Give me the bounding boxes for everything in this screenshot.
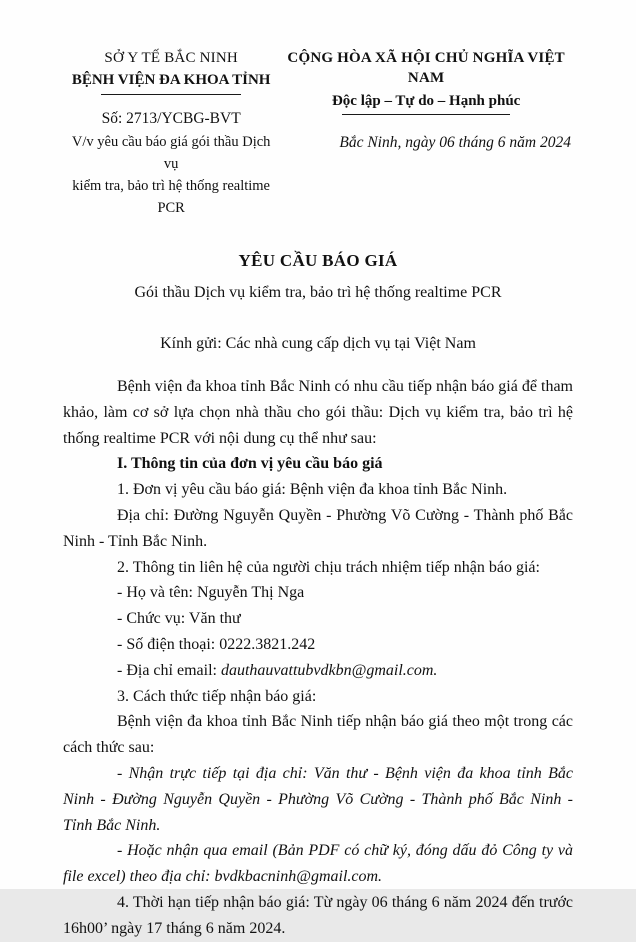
document-title: YÊU CẦU BÁO GIÁ [238, 251, 398, 270]
motto-underline [342, 114, 510, 115]
item-3-reception-method: 3. Cách thức tiếp nhận báo giá: [117, 687, 317, 705]
contact-name-line: - Họ và tên: Nguyễn Thị Nga [117, 584, 305, 602]
item-2-contact-info: 2. Thông tin liên hệ của người chịu trách nhiệm tiếp nhận báo giá: [117, 558, 540, 576]
section-1-heading: I. Thông tin của đơn vị yêu cầu báo giá [117, 455, 383, 473]
item-4-deadline: 4. Thời hạn tiếp nhận báo giá: Từ ngày 06 tháng 6 năm 2024 đến trước 16h00’ ngày 17 tháng 6 năm 2024. [63, 893, 573, 937]
document-header [63, 48, 573, 219]
intro-paragraph: Bệnh viện đa khoa tỉnh Bắc Ninh có nhu cầu tiếp nhận báo giá để tham khảo, làm cơ sở lựa chọn nhà thầu cho gói thầu: Dịch vụ kiểm tra, bảo trì hệ thống realtime PCR với nội dung cụ thể như sau: [63, 378, 573, 447]
email-address: dauthauvattubvdkbn@gmail.com. [220, 661, 438, 679]
issuing-org-block [63, 48, 279, 219]
subject-line-1: V/v yêu cầu báo giá gói thầu Dịch vụ [71, 134, 271, 172]
method-direct-delivery: - Nhận trực tiếp tại địa chỉ: Văn thư - Bệnh viện đa khoa tỉnh Bắc Ninh - Đường Nguyễn Quyền - Phường Võ Cường - Thành phố Bắc Ninh - Tỉnh Bắc Ninh. [63, 764, 573, 834]
org-name: BỆNH VIỆN ĐA KHOA TỈNH [71, 72, 271, 88]
item-1-requesting-unit: 1. Đơn vị yêu cầu báo giá: Bệnh viện đa khoa tỉnh Bắc Ninh. [117, 481, 508, 499]
item-3-intro: Bệnh viện đa khoa tỉnh Bắc Ninh tiếp nhận báo giá theo một trong các cách thức sau: [63, 713, 573, 757]
document-subtitle: Gói thầu Dịch vụ kiểm tra, bảo trì hệ thống realtime PCR [134, 284, 502, 301]
place-and-date: Bắc Ninh, ngày 06 tháng 6 năm 2024 [339, 134, 571, 151]
method-email-delivery: - Hoặc nhận qua email (Bản PDF có chữ ký, đóng dấu đỏ Công ty và file excel) theo địa chỉ: bvdkbacninh@gmail.com. [63, 842, 573, 886]
contact-title-line: - Chức vụ: Văn thư [117, 610, 241, 628]
document-number: Số: 2713/YCBG-BVT [101, 110, 241, 127]
org-parent-name: SỞ Y TẾ BẮC NINH [104, 50, 238, 66]
contact-email-line [63, 658, 573, 684]
contact-phone-line: - Số điện thoại: 0222.3821.242 [117, 635, 316, 653]
national-motto: Độc lập – Tự do – Hạnh phúc [331, 93, 521, 109]
email-label: - Địa chỉ email: [117, 661, 221, 679]
document-subject [63, 131, 279, 219]
address-line: Địa chỉ: Đường Nguyễn Quyền - Phường Võ Cường - Thành phố Bắc Ninh - Tỉnh Bắc Ninh. [63, 506, 573, 550]
document-body [63, 374, 573, 942]
national-motto-block [279, 48, 573, 152]
org-underline [101, 94, 241, 95]
subject-line-2: kiểm tra, bảo trì hệ thống realtime PCR [72, 178, 270, 216]
salutation-line: Kính gửi: Các nhà cung cấp dịch vụ tại Việt Nam [160, 335, 476, 352]
national-title: CỘNG HÒA XÃ HỘI CHỦ NGHĨA VIỆT NAM [287, 50, 565, 86]
